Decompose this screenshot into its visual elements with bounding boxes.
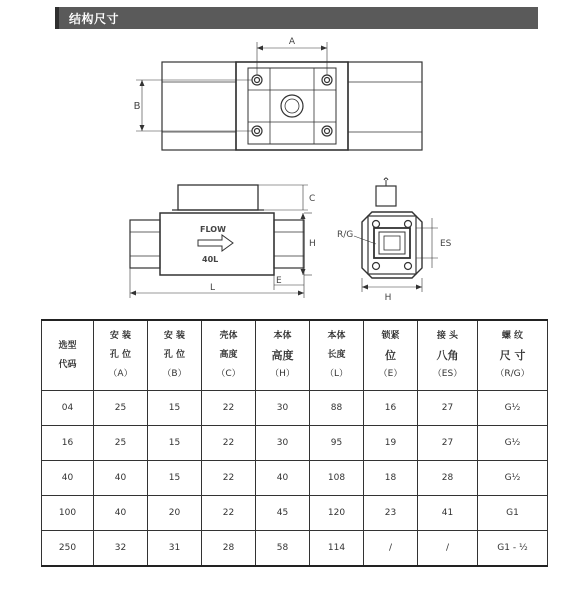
cell: 40 xyxy=(256,461,310,496)
cell: 27 xyxy=(418,426,478,461)
cell: G½ xyxy=(478,391,548,426)
dimension-table xyxy=(41,319,548,567)
dim-label-e: E xyxy=(276,276,282,286)
header-lock-position: 锁紧 位 （E） xyxy=(364,320,418,391)
cell: 04 xyxy=(42,391,94,426)
cell: 19 xyxy=(364,426,418,461)
dimension-table-wrapper xyxy=(41,319,547,567)
cell: 22 xyxy=(202,391,256,426)
table-row xyxy=(42,426,548,461)
header-octagon: 接 头 八角 （ES） xyxy=(418,320,478,391)
header-model-code: 选型 代码 xyxy=(42,320,94,391)
cell: G1 xyxy=(478,496,548,531)
cell: 15 xyxy=(148,461,202,496)
cell: 114 xyxy=(310,531,364,567)
cell: 20 xyxy=(148,496,202,531)
cell: 28 xyxy=(202,531,256,567)
header-hole-b: 安 装 孔 位 （B） xyxy=(148,320,202,391)
cell: 32 xyxy=(94,531,148,567)
cell: 95 xyxy=(310,426,364,461)
dim-label-rg: R/G xyxy=(337,230,354,240)
cell: 23 xyxy=(364,496,418,531)
front-view-drawing xyxy=(130,185,312,298)
cell: 22 xyxy=(202,496,256,531)
flow-label: FLOW xyxy=(200,225,226,234)
header-thread-size: 螺 纹 尺 寸 （R/G） xyxy=(478,320,548,391)
side-view-drawing xyxy=(354,178,438,292)
cell: 18 xyxy=(364,461,418,496)
cell: G½ xyxy=(478,426,548,461)
cell: / xyxy=(364,531,418,567)
cell: G1 - ½ xyxy=(478,531,548,567)
cell: 108 xyxy=(310,461,364,496)
dim-label-h-front: H xyxy=(309,239,316,249)
cell: 40 xyxy=(94,496,148,531)
cell: 100 xyxy=(42,496,94,531)
cell: 25 xyxy=(94,426,148,461)
cell: 31 xyxy=(148,531,202,567)
cell: 22 xyxy=(202,426,256,461)
table-row xyxy=(42,461,548,496)
cell: 16 xyxy=(364,391,418,426)
header-body-length: 本体 长度 （L） xyxy=(310,320,364,391)
header-housing-height: 壳体 高度 （C） xyxy=(202,320,256,391)
header-body-height: 本体 高度 （H） xyxy=(256,320,310,391)
dim-label-a: A xyxy=(288,37,296,47)
cell: 45 xyxy=(256,496,310,531)
cell: 41 xyxy=(418,496,478,531)
cell: 58 xyxy=(256,531,310,567)
cell: 250 xyxy=(42,531,94,567)
cell: / xyxy=(418,531,478,567)
top-view-drawing xyxy=(133,42,422,150)
cell: 27 xyxy=(418,391,478,426)
section-title: 结构尺寸 xyxy=(69,12,120,26)
cell: 120 xyxy=(310,496,364,531)
cell: 16 xyxy=(42,426,94,461)
cell: 22 xyxy=(202,461,256,496)
cell: 15 xyxy=(148,391,202,426)
cell: 30 xyxy=(256,426,310,461)
cell: 25 xyxy=(94,391,148,426)
dim-label-l: L xyxy=(210,283,216,293)
cell: 30 xyxy=(256,391,310,426)
table-header-row xyxy=(42,320,548,391)
model-label: 40L xyxy=(202,255,219,264)
table-row xyxy=(42,496,548,531)
dim-label-b: B xyxy=(133,101,141,112)
cell: 40 xyxy=(42,461,94,496)
table-row xyxy=(42,391,548,426)
cell: 40 xyxy=(94,461,148,496)
cell: 28 xyxy=(418,461,478,496)
cell: G½ xyxy=(478,461,548,496)
dim-label-c: C xyxy=(309,194,316,204)
cell: 15 xyxy=(148,426,202,461)
dim-label-h-side: H xyxy=(384,293,392,303)
table-row xyxy=(42,531,548,567)
header-hole-a: 安 装 孔 位 （A） xyxy=(94,320,148,391)
dim-label-es: ES xyxy=(440,239,452,249)
cell: 88 xyxy=(310,391,364,426)
